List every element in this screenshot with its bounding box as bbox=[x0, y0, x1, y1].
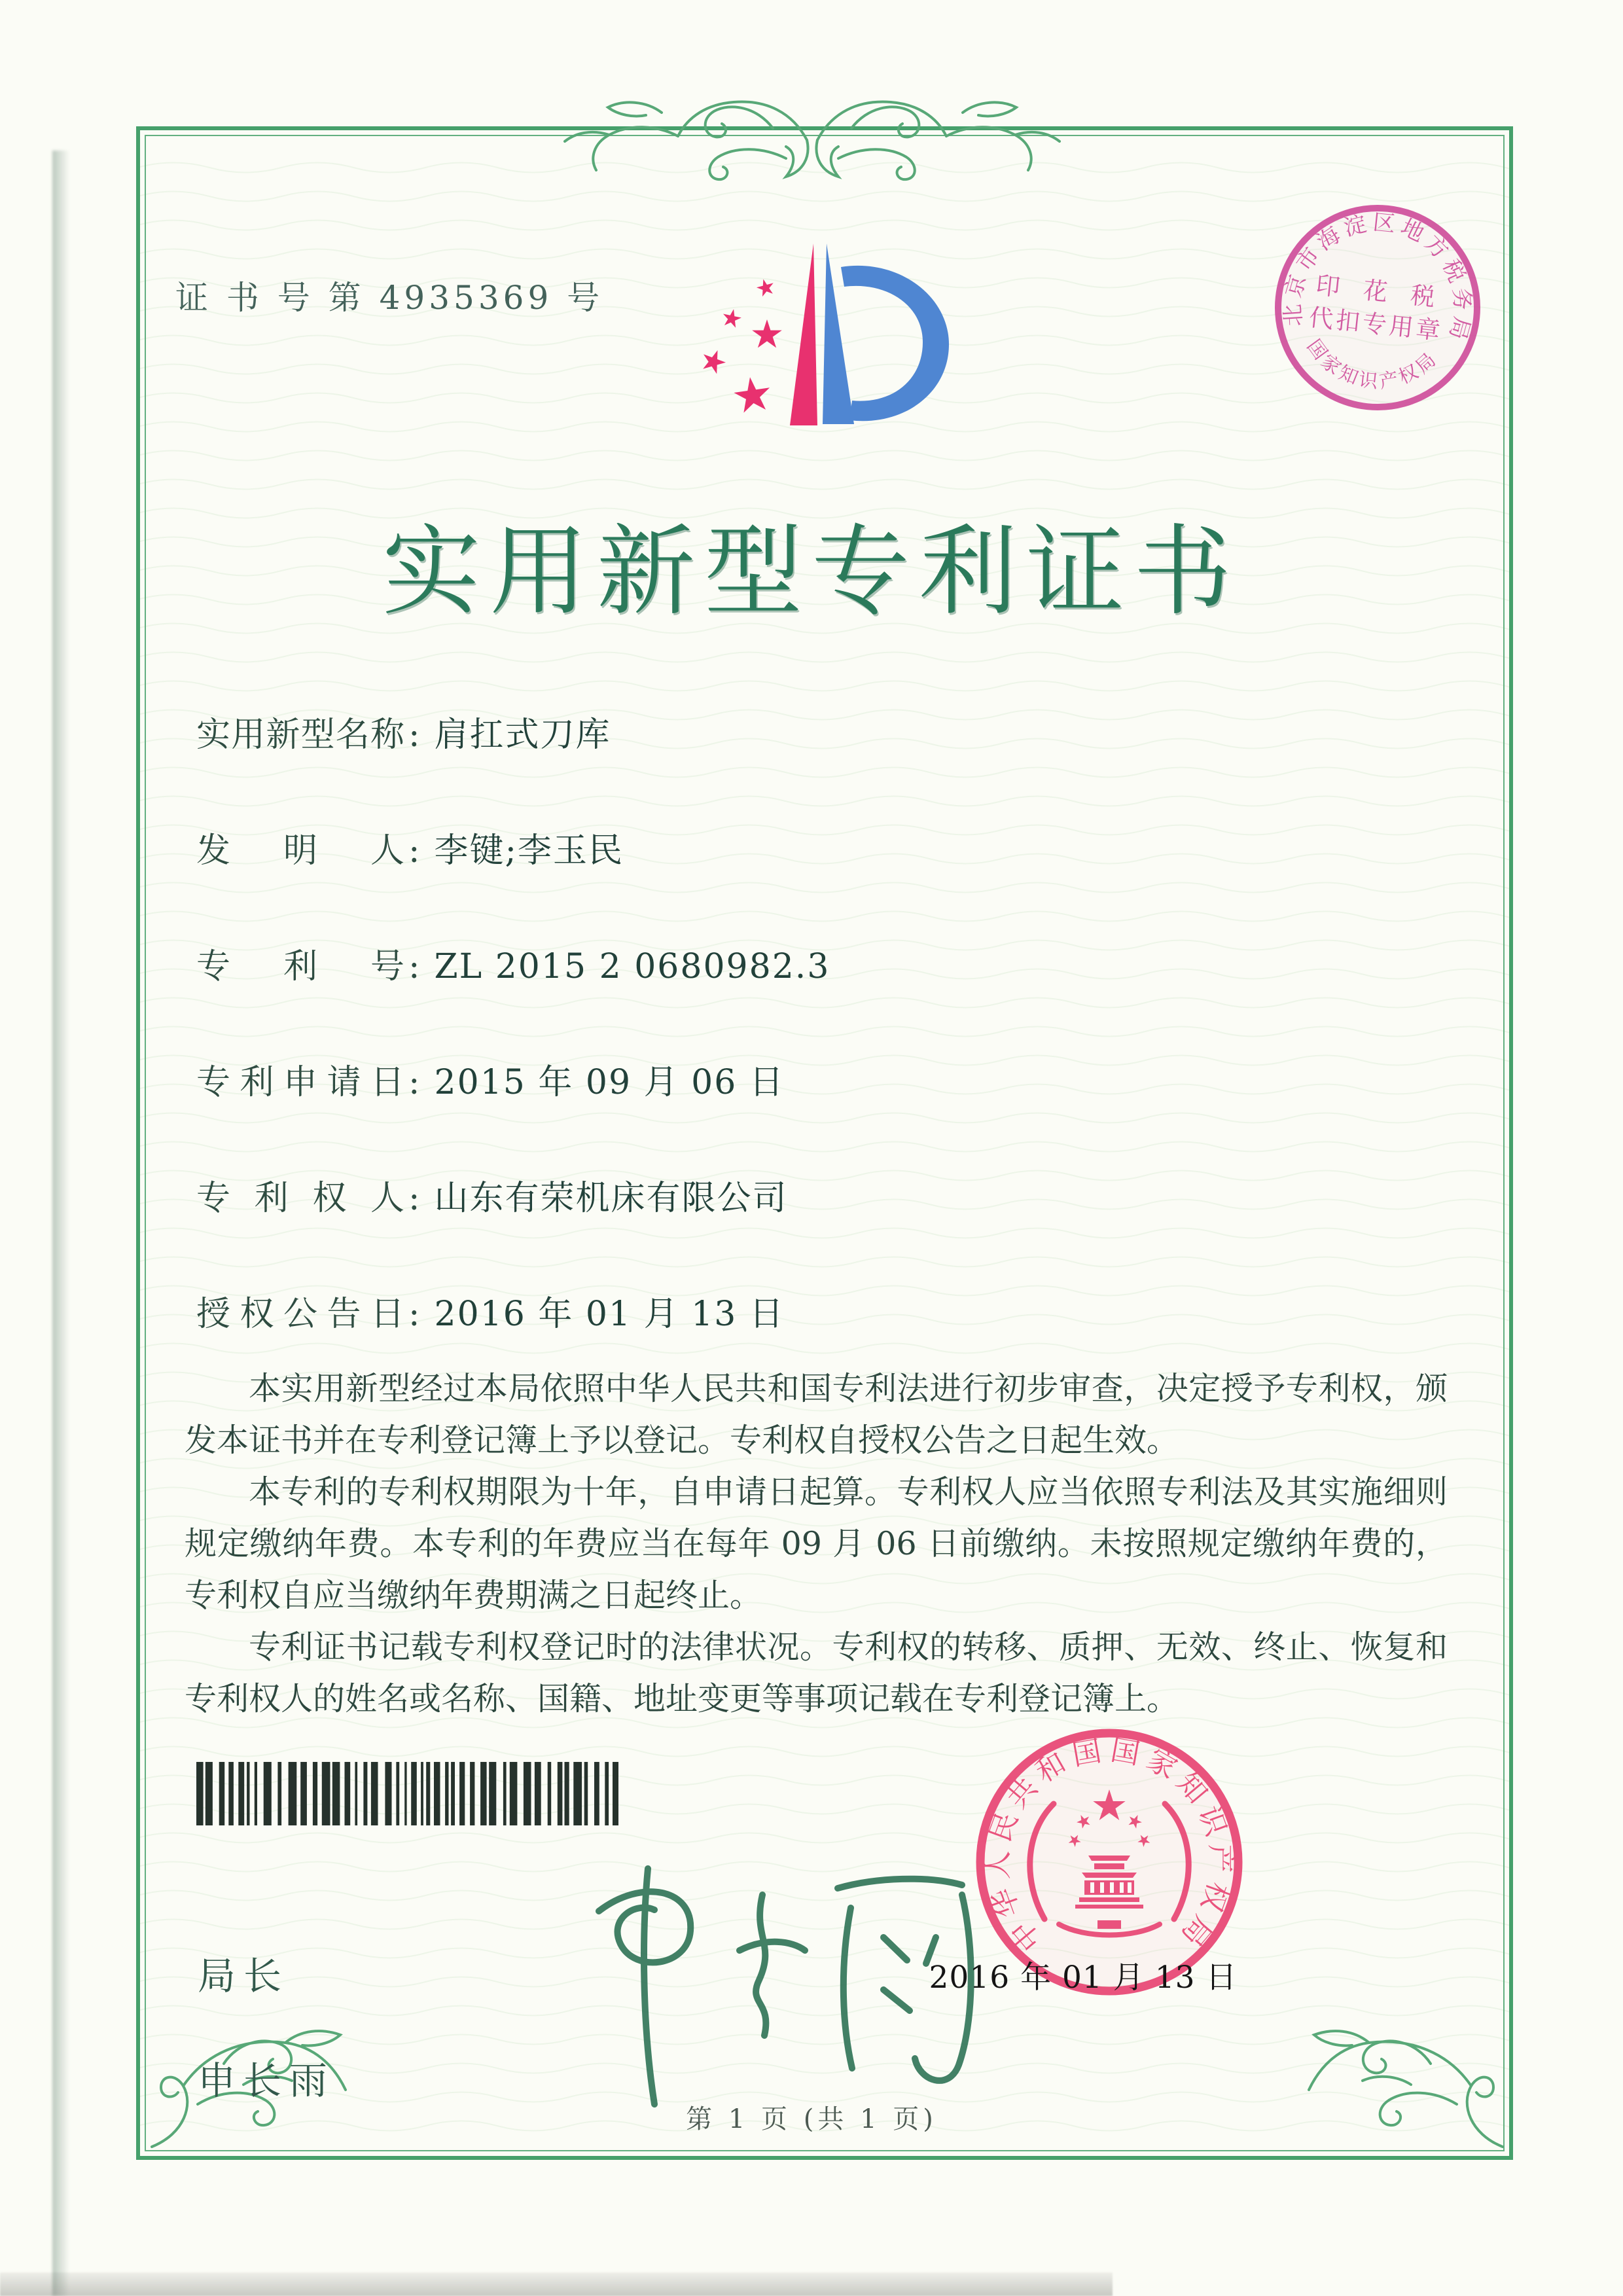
paragraph-grant: 本实用新型经过本局依照中华人民共和国专利法进行初步审查，决定授予专利权，颁发本证书并在专利登记簿上予以登记。专利权自授权公告之日起生效。 bbox=[185, 1370, 1448, 1459]
field-label: 发明人 bbox=[196, 831, 404, 870]
field-value: 李键;李玉民 bbox=[434, 831, 624, 870]
field-colon: : bbox=[408, 831, 420, 870]
field-row-utility-model-name bbox=[196, 707, 611, 756]
stamp-tax-seal-icon bbox=[1241, 171, 1514, 444]
field-label: 专利权人 bbox=[196, 1179, 404, 1218]
body-text bbox=[185, 1363, 1448, 1725]
field-value: ZL 2015 2 0680982.3 bbox=[434, 947, 830, 986]
field-row-patentee bbox=[196, 1170, 788, 1219]
field-label: 专利号 bbox=[196, 947, 404, 986]
barcode bbox=[196, 1762, 618, 1825]
svg-text:代扣专用章: 代扣专用章 bbox=[1308, 303, 1444, 346]
paragraph-term-fees: 本专利的专利权期限为十年，自申请日起算。专利权人应当依照专利法及其实施细则规定缴纳年费。本专利的年费应当在每年 09 月 06 日前缴纳。未按照规定缴纳年费的，专利权自应当缴纳年费期满之日起终止。 bbox=[185, 1473, 1448, 1614]
field-row-inventor bbox=[196, 823, 624, 872]
top-center-ornament bbox=[560, 73, 1064, 211]
field-row-filing-date bbox=[196, 1054, 785, 1103]
scan-bottom-edge-shadow bbox=[0, 2272, 1113, 2296]
cnipa-logo-icon bbox=[668, 216, 982, 452]
field-value: 2015 年 09 月 06 日 bbox=[434, 1063, 785, 1102]
svg-text:印 花 税: 印 花 税 bbox=[1314, 271, 1444, 313]
field-label: 专利申请日 bbox=[196, 1063, 404, 1102]
field-colon: : bbox=[408, 715, 420, 755]
director-name: 申长雨 bbox=[198, 2058, 336, 2103]
field-colon: : bbox=[408, 1295, 420, 1334]
certificate-number: 证 书 号 第 4935369 号 bbox=[175, 279, 604, 317]
field-value: 肩扛式刀库 bbox=[434, 715, 611, 755]
director-title-label: 局长 bbox=[198, 1954, 290, 1998]
svg-text:中华人民共和国国家知识产权局: 中华人民共和国国家知识产权局 bbox=[981, 1733, 1238, 1958]
field-row-grant-date bbox=[196, 1286, 785, 1335]
document-title: 实用新型专利证书 bbox=[382, 515, 1241, 629]
field-colon: : bbox=[408, 1179, 420, 1218]
field-value: 2016 年 01 月 13 日 bbox=[434, 1295, 785, 1334]
field-label: 实用新型名称 bbox=[196, 715, 404, 755]
field-value: 山东有荣机床有限公司 bbox=[434, 1179, 788, 1218]
scan-left-edge-shadow bbox=[52, 151, 69, 2296]
seal-date: 2016 年 01 月 13 日 bbox=[929, 1960, 1238, 1996]
field-label: 授权公告日 bbox=[196, 1295, 404, 1334]
field-colon: : bbox=[408, 947, 420, 986]
field-row-patent-number bbox=[196, 939, 830, 988]
svg-text:北京市海淀区地方税务局: 北京市海淀区地方税务局 bbox=[1279, 209, 1476, 347]
svg-text:国家知识产权局: 国家知识产权局 bbox=[1302, 335, 1442, 393]
field-colon: : bbox=[408, 1063, 420, 1102]
page-footer: 第 1 页 (共 1 页) bbox=[686, 2104, 937, 2134]
paragraph-register: 专利证书记载专利权登记时的法律状况。专利权的转移、质押、无效、终止、恢复和专利权人的姓名或名称、国籍、地址变更等事项记载在专利登记簿上。 bbox=[185, 1628, 1448, 1717]
